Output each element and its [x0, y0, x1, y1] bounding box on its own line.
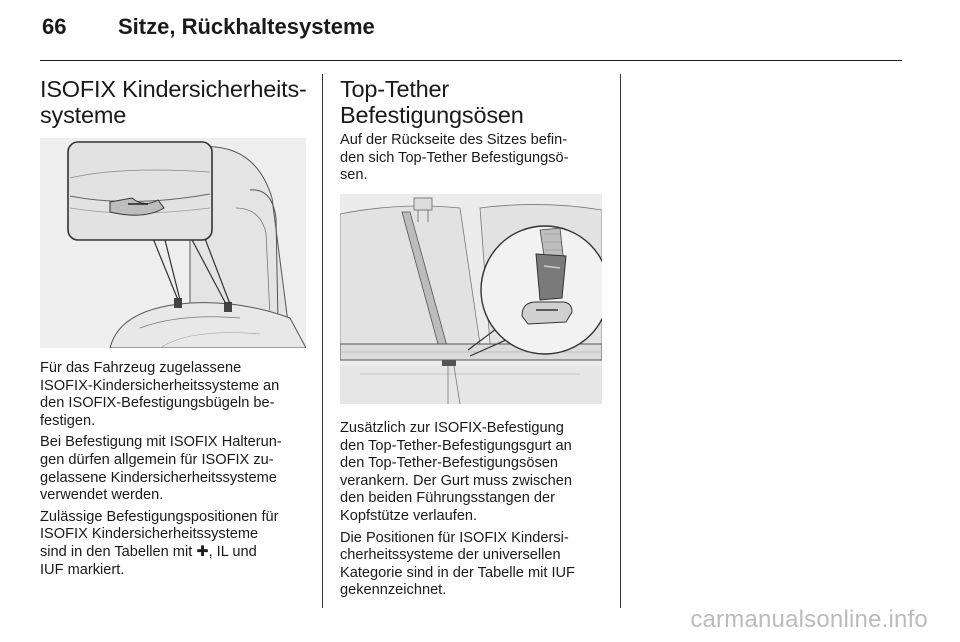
left-text-block — [40, 360, 308, 579]
text-line: sind in den Tabellen mit — [40, 543, 193, 560]
column-divider-left — [322, 74, 323, 608]
isofix-heading-line1: ISOFIX Kindersicherheits- — [40, 76, 307, 102]
text-line: IUF markiert. — [40, 561, 125, 578]
top-tether-heading-line2: Befestigungsösen — [340, 102, 524, 128]
para-isofix-holders — [40, 434, 308, 504]
top-tether-heading — [340, 76, 606, 128]
plus-symbol-icon: ✚ — [196, 543, 209, 560]
text-line: den sich Top-Tether Befestigungsö- — [340, 149, 569, 166]
para-approved-isofix — [40, 360, 308, 430]
isofix-seat-illustration — [40, 138, 306, 348]
text-line: ISOFIX-Kindersicherheitssysteme an — [40, 377, 280, 394]
top-tether-illustration — [340, 194, 602, 404]
header-rule — [40, 60, 902, 61]
top-tether-heading-line1: Top-Tether — [340, 76, 450, 102]
text-line: gekennzeichnet. — [340, 582, 447, 599]
page-number: 66 — [42, 14, 67, 39]
text-line: verwendet werden. — [40, 487, 164, 504]
para-top-tether-intro — [340, 132, 606, 185]
text-line: Für das Fahrzeug zugelassene — [40, 360, 242, 376]
text-line: verankern. Der Gurt muss zwischen — [340, 472, 572, 489]
text-line: cherheitssysteme der universellen — [340, 547, 561, 564]
text-line: Die Positionen für ISOFIX Kindersi- — [340, 529, 569, 546]
isofix-heading-line2: systeme — [40, 102, 127, 128]
para-permitted-positions — [40, 509, 308, 579]
column-divider-right — [620, 74, 621, 608]
text-line: gelassene Kindersicherheitssysteme — [40, 469, 277, 486]
middle-column — [340, 76, 606, 185]
text-line: Kategorie sind in der Tabelle mit IUF — [340, 564, 575, 581]
text-line: den Top-Tether-Befestigungsgurt an — [340, 437, 572, 454]
footer-watermark: carmanualsonline.info — [690, 606, 928, 633]
text-line: Auf der Rückseite des Sitzes befin- — [340, 132, 568, 148]
para-universal-category — [340, 530, 606, 600]
text-line: den ISOFIX-Befestigungsbügeln be- — [40, 395, 275, 412]
left-column — [40, 76, 308, 128]
text-line: sen. — [340, 167, 368, 184]
text-line: Zulässige Befestigungspositionen für — [40, 508, 279, 525]
text-line: festigen. — [40, 412, 96, 429]
text-line: den beiden Führungsstangen der — [340, 490, 556, 507]
text-line: gen dürfen allgemein für ISOFIX zu- — [40, 451, 274, 468]
text-line: , IL und — [208, 543, 257, 560]
para-top-tether-anchor — [340, 420, 606, 526]
text-line: ISOFIX Kindersicherheitssysteme — [40, 526, 259, 543]
text-line: Bei Befestigung mit ISOFIX Halterun- — [40, 434, 282, 451]
text-line: den Top-Tether-Befestigungsösen — [340, 455, 558, 472]
running-title: Sitze, Rückhaltesysteme — [118, 14, 375, 39]
isofix-heading — [40, 76, 308, 128]
middle-text-block — [340, 420, 606, 600]
text-line: Zusätzlich zur ISOFIX-Befestigung — [340, 420, 564, 436]
text-line: Kopfstütze verlaufen. — [340, 507, 478, 524]
